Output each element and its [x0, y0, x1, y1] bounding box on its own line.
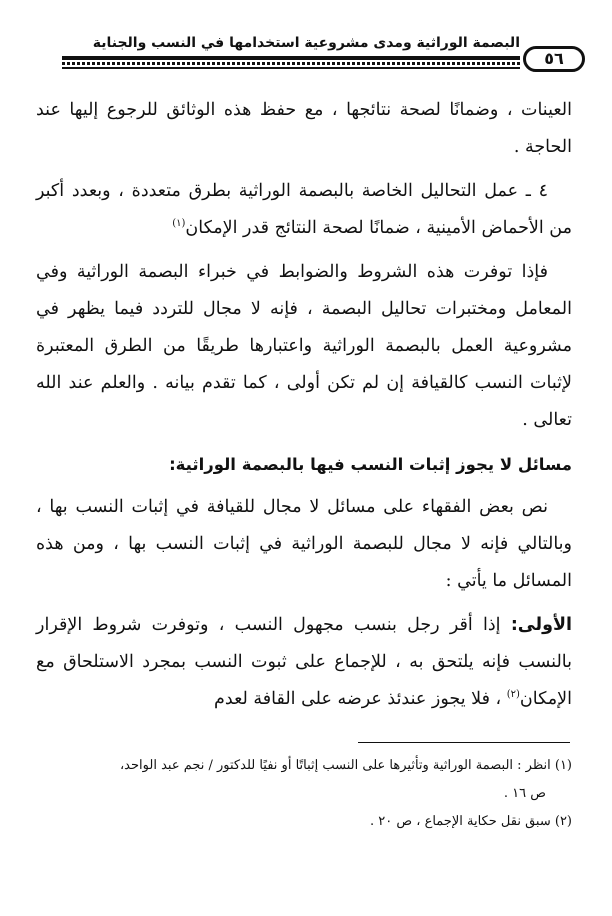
section-heading: مسائل لا يجوز إثبات النسب فيها بالبصمة الوراثية: [169, 455, 572, 474]
footnote-1-continuation: ص ١٦ . [503, 786, 546, 801]
paragraph-2-text: ٤ ـ عمل التحاليل الخاصة بالبصمة الوراثية بطرق متعددة ، وبعدد أكبر من الأحماض الأمينية ، ضمانًا لصحة النتائج قدر الإمكان [36, 181, 572, 238]
paragraph-5 [36, 607, 572, 718]
paragraph-1: العينات ، وضمانًا لصحة نتائجها ، مع حفظ هذه الوثائق للرجوع إليها عند الحاجة . [36, 100, 572, 157]
footnote-separator [358, 742, 570, 743]
paragraph-5-text: إذا أقر رجل بنسب مجهول النسب ، وتوفرت شروط الإقرار بالنسب فإنه يلتحق به ، للإجماع على ثبوت النسب بمجرد الاستلحاق مع الإمكان [36, 615, 572, 709]
footnotes [36, 752, 572, 836]
paragraph-2 [36, 173, 572, 247]
footnote-ref-2[interactable]: (٢) [506, 689, 520, 701]
footnote-2: (٢) سبق نقل حكاية الإجماع ، ص ٢٠ . [370, 814, 572, 829]
footnote-1: (١) انظر : البصمة الوراثية وتأثيرها على النسب إثباتًا أو نفيًا للدكتور / نجم عبد الواحد، [119, 758, 572, 773]
header-rule-dotted [62, 62, 520, 65]
paragraph-5-lead: الأولى: [510, 615, 572, 635]
paragraph-5-tail: ، فلا يجوز عندئذ عرضه على القافة لعدم [214, 689, 502, 709]
page-number: ٥٦ [523, 46, 585, 72]
header-rule-thick [62, 56, 520, 60]
running-header-title: البصمة الوراثية ومدى مشروعية استخدامها في النسب والجناية [92, 35, 520, 51]
footnote-ref-1[interactable]: (١) [172, 218, 186, 230]
header-rule-thin [62, 67, 520, 69]
paragraph-4: نص بعض الفقهاء على مسائل لا مجال للقيافة في إثبات النسب بها ، وبالتالي فإنه لا مجال للبصمة الوراثية في إثبات النسب بها ، ومن هذه المسائل ما يأتي : [36, 497, 572, 591]
page-body [36, 92, 572, 725]
paragraph-3: فإذا توفرت هذه الشروط والضوابط في خبراء البصمة الوراثية وفي المعامل ومختبرات تحاليل البصمة ، فإنه لا مجال للتردد فيما يظهر في مشروعية العمل بالبصمة الوراثية واعتبارها طريقًا من الطرق المعتبرة لإثبات النسب كالقيافة إن لم تكن أولى ، كما تقدم بيانه . والعلم عند الله تعالى . [36, 262, 572, 430]
